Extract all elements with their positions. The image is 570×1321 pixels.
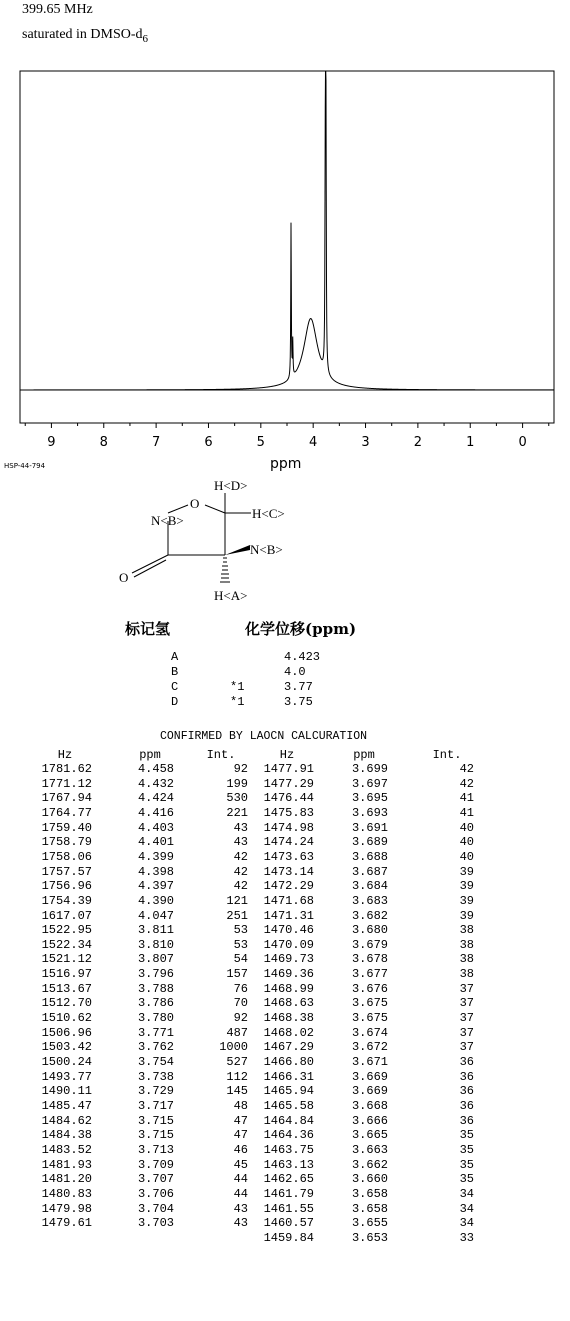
peak-table-cell: 3.811	[137, 923, 174, 938]
peak-table-cell: 4.390	[137, 893, 174, 908]
peak-table-cell: 1617.07	[41, 908, 92, 923]
peak-table-cell: 4.401	[137, 835, 174, 850]
assign-row-a-shift: 4.423	[284, 650, 321, 664]
x-tick-label: 9	[47, 435, 56, 450]
wedge-bond	[225, 545, 250, 555]
peak-table-cell: 1477.29	[263, 776, 314, 791]
peak-table-cell: 3.678	[351, 952, 388, 967]
peak-table-cell: 1465.94	[263, 1084, 314, 1099]
peak-table-cell: 1510.62	[41, 1011, 92, 1026]
peak-table-cell: 1771.12	[41, 776, 92, 791]
peak-table-cell: 1485.47	[41, 1098, 92, 1113]
peak-table-cell: 1522.95	[41, 923, 92, 938]
peak-table-cell: 53	[233, 937, 248, 952]
peak-table-cell: 3.786	[137, 996, 174, 1011]
peak-table-header: Hz	[57, 748, 73, 762]
carbonyl-bond-1	[132, 555, 168, 573]
peak-table-cell: 38	[459, 952, 474, 967]
peak-table-cell: 3.676	[351, 981, 388, 996]
peak-table-cell: 1470.46	[263, 923, 314, 938]
peak-table-cell: 1512.70	[41, 996, 92, 1011]
peak-table-cell: 3.689	[351, 835, 388, 850]
peak-table-cell: 3.788	[137, 981, 174, 996]
peak-table-cell: 3.655	[351, 1216, 388, 1231]
peak-table-cell: 3.680	[351, 923, 388, 938]
peak-table-cell: 1468.63	[263, 996, 314, 1011]
peak-table-cell: 34	[459, 1186, 474, 1201]
x-tick-label: 8	[99, 435, 108, 450]
peak-table-cell: 1461.79	[263, 1186, 314, 1201]
peak-table-cell: 1481.20	[41, 1172, 92, 1187]
peak-table-cell: 3.672	[351, 1040, 388, 1055]
peak-table-cell: 1757.57	[41, 864, 92, 879]
peak-table-cell: 43	[233, 820, 248, 835]
peak-table-cell: 53	[233, 923, 248, 938]
peak-table-cell: 1474.98	[263, 820, 314, 835]
peak-table-cell: 3.653	[351, 1230, 388, 1245]
peak-table-header: Int.	[206, 748, 236, 762]
peak-table-cell: 1477.91	[263, 762, 314, 776]
peak-table-cell: 4.403	[137, 820, 174, 835]
peak-table-cell: 1479.61	[41, 1216, 92, 1231]
peak-table-cell: 1473.63	[263, 849, 314, 864]
peak-table-cell: 527	[226, 1055, 248, 1069]
peak-table-cell: 3.762	[137, 1040, 174, 1055]
peak-table-cell: 1474.24	[263, 835, 314, 850]
peak-table-cell: 36	[459, 1084, 474, 1099]
peak-table-cell: 4.397	[137, 879, 174, 894]
peak-table-cell: 1466.80	[263, 1055, 314, 1069]
peak-table-cell: 1481.93	[41, 1157, 92, 1172]
assign-head-label: 标记氢	[125, 620, 171, 638]
peak-table-cell: 1000	[219, 1040, 248, 1055]
peak-table-cell: 3.675	[351, 1011, 388, 1026]
peak-table-cell: 3.688	[351, 849, 388, 864]
peak-table-cell: 1480.83	[41, 1186, 92, 1201]
peak-table-cell: 34	[459, 1216, 474, 1231]
peak-table-cell: 3.738	[137, 1069, 174, 1084]
assign-row-b-shift: 4.0	[284, 665, 306, 679]
peak-table-cell: 1470.09	[263, 937, 314, 952]
peak-table-cell: 35	[459, 1142, 474, 1157]
x-tick-label: 3	[361, 435, 370, 450]
peak-table-cell: 3.771	[137, 1025, 174, 1040]
peak-table-cell: 38	[459, 937, 474, 952]
peak-table-cell: 3.780	[137, 1011, 174, 1026]
x-tick-label: 1	[466, 435, 475, 450]
peak-table-cell: 3.807	[137, 952, 174, 967]
peak-table-cell: 47	[233, 1113, 248, 1128]
peak-table-cell: 42	[233, 879, 248, 894]
peak-table-cell: 1467.29	[263, 1040, 314, 1055]
peak-table-cell: 3.717	[137, 1098, 174, 1113]
assign-head-shift: 化学位移(ppm)	[245, 620, 357, 638]
spectrum-code: HSP-44-794	[4, 462, 46, 470]
peak-table-cell: 39	[459, 908, 474, 923]
peak-table-cell: 3.796	[137, 967, 174, 982]
peak-table-cell: 1764.77	[41, 805, 92, 820]
peak-table-cell: 42	[459, 776, 474, 791]
assign-row-b-label: B	[171, 665, 179, 679]
peak-table-cell: 1493.77	[41, 1069, 92, 1084]
peak-table-cell: 3.704	[137, 1201, 174, 1216]
peak-table-cell: 1756.96	[41, 879, 92, 894]
peak-table-cell: 1464.84	[263, 1113, 314, 1128]
assign-row-d-note: *1	[230, 695, 245, 709]
peak-table-cell: 33	[459, 1230, 474, 1245]
x-tick-label: 4	[309, 435, 318, 450]
carbonyl-bond-2	[134, 560, 166, 577]
peak-table-cell: 35	[459, 1157, 474, 1172]
peak-table-cell: 3.663	[351, 1142, 388, 1157]
peak-table-cell: 43	[233, 835, 248, 850]
peak-table-cell: 1461.55	[263, 1201, 314, 1216]
peak-table-header: ppm	[139, 748, 161, 762]
peak-table-cell: 1758.79	[41, 835, 92, 850]
assign-row-d-shift: 3.75	[284, 695, 313, 709]
peak-table-cell: 1516.97	[41, 967, 92, 982]
peak-table-cell: 3.699	[351, 762, 388, 776]
peak-table-cell: 1503.42	[41, 1040, 92, 1055]
x-tick-label: 7	[151, 435, 161, 450]
peak-table-cell: 44	[233, 1186, 248, 1201]
peak-table-cell: 1521.12	[41, 952, 92, 967]
peak-table-cell: 3.729	[137, 1084, 174, 1099]
peak-table-cell: 1506.96	[41, 1025, 92, 1040]
peak-table-cell: 38	[459, 923, 474, 938]
peak-table-cell: 3.713	[137, 1142, 174, 1157]
peak-table-cell: 42	[233, 849, 248, 864]
peak-table-cell: 3.677	[351, 967, 388, 982]
peak-table-cell: 157	[226, 967, 248, 982]
solvent-label: saturated in DMSO-$d_6$	[22, 27, 149, 45]
peak-table-cell: 1462.65	[263, 1172, 314, 1187]
peak-table-cell: 1471.68	[263, 893, 314, 908]
peak-table-cell: 34	[459, 1201, 474, 1216]
peak-table-cell: 38	[459, 967, 474, 982]
peak-table-cell: 47	[233, 1128, 248, 1143]
carbonyl-o-label: O	[119, 570, 129, 585]
peak-table-cell: 1468.99	[263, 981, 314, 996]
peak-table-cell: 3.669	[351, 1084, 388, 1099]
peak-table-cell: 3.697	[351, 776, 388, 791]
peak-table-cell: 1759.40	[41, 820, 92, 835]
peak-table-cell: 3.671	[351, 1055, 388, 1069]
peak-table-cell: 36	[459, 1069, 474, 1084]
peak-table-cell: 3.660	[351, 1172, 388, 1187]
peak-table-header: Hz	[279, 748, 295, 762]
peak-table-cell: 36	[459, 1055, 474, 1069]
peak-table-cell: 3.683	[351, 893, 388, 908]
peak-table-cell: 43	[233, 1201, 248, 1216]
peak-table-cell: 4.432	[137, 776, 174, 791]
confirmed-note: CONFIRMED BY LAOCN CALCURATION	[160, 730, 368, 743]
h-d-label: H<D>	[214, 478, 248, 493]
peak-table-cell: 1459.84	[263, 1230, 314, 1245]
peak-table-cell: 1754.39	[41, 893, 92, 908]
peak-table-cell: 3.684	[351, 879, 388, 894]
peak-table-cell: 40	[459, 820, 474, 835]
peak-table-cell: 221	[226, 805, 248, 820]
peak-table-cell: 44	[233, 1172, 248, 1187]
peak-table-cell: 1473.14	[263, 864, 314, 879]
peak-table-cell: 3.687	[351, 864, 388, 879]
peak-table-cell: 4.399	[137, 849, 174, 864]
peak-table-cell: 1463.75	[263, 1142, 314, 1157]
peak-table-cell: 36	[459, 1098, 474, 1113]
peak-table-cell: 3.691	[351, 820, 388, 835]
peak-table-cell: 1471.31	[263, 908, 314, 923]
peak-table-cell: 1460.57	[263, 1216, 314, 1231]
peak-table-cell: 1469.73	[263, 952, 314, 967]
ring-o-label: O	[190, 496, 200, 511]
peak-table-cell: 76	[233, 981, 248, 996]
assign-row-c-note: *1	[230, 680, 245, 694]
hash-bond	[220, 558, 230, 582]
peak-table-cell: 1472.29	[263, 879, 314, 894]
peak-table-cell: 35	[459, 1172, 474, 1187]
frequency-label: 399.65 MHz	[22, 2, 93, 17]
peak-table-cell: 4.416	[137, 805, 174, 820]
amine-n-label: N<B>	[250, 542, 283, 557]
peak-table-cell: 3.658	[351, 1186, 388, 1201]
peak-table-cell: 42	[459, 762, 474, 776]
peak-table-cell: 40	[459, 835, 474, 850]
peak-table-cell: 1513.67	[41, 981, 92, 996]
peak-table-cell: 530	[226, 791, 248, 806]
assign-row-c-shift: 3.77	[284, 680, 313, 694]
peak-table-cell: 4.047	[137, 908, 174, 923]
peak-table-header: ppm	[353, 748, 375, 762]
peak-table-cell: 1483.52	[41, 1142, 92, 1157]
peak-table-cell: 3.682	[351, 908, 388, 923]
peak-table-cell: 1468.02	[263, 1025, 314, 1040]
peak-table-cell: 3.675	[351, 996, 388, 1011]
peak-table-cell: 3.754	[137, 1055, 174, 1069]
peak-table-cell: 37	[459, 1040, 474, 1055]
assign-row-c-label: C	[171, 680, 179, 694]
h-c-label: H<C>	[252, 506, 285, 521]
peak-table-cell: 48	[233, 1098, 248, 1113]
peak-table-cell: 1466.31	[263, 1069, 314, 1084]
peak-table-cell: 41	[459, 805, 474, 820]
peak-table-cell: 41	[459, 791, 474, 806]
peak-table-cell: 1490.11	[41, 1084, 92, 1099]
peak-table-cell: 43	[233, 1216, 248, 1231]
peak-table-cell: 487	[226, 1025, 248, 1040]
peak-table-cell: 1476.44	[263, 791, 314, 806]
peak-table-cell: 3.709	[137, 1157, 174, 1172]
peak-table-cell: 1767.94	[41, 791, 92, 806]
peak-table-cell: 1484.38	[41, 1128, 92, 1143]
peak-table-cell: 37	[459, 1025, 474, 1040]
molecule-structure	[0, 0, 570, 610]
peak-table-cell: 4.458	[137, 762, 174, 776]
peak-table-cell: 1469.36	[263, 967, 314, 982]
peak-table-cell: 1465.58	[263, 1098, 314, 1113]
peak-table-cell: 1484.62	[41, 1113, 92, 1128]
peak-table-cell: 3.666	[351, 1113, 388, 1128]
peak-table-cell: 3.693	[351, 805, 388, 820]
peak-table-cell: 3.662	[351, 1157, 388, 1172]
peak-table-cell: 1500.24	[41, 1055, 92, 1069]
x-axis-label: ppm	[270, 456, 302, 472]
peak-table-cell: 121	[226, 893, 248, 908]
peak-table-cell: 1522.34	[41, 937, 92, 952]
peak-table-cell: 36	[459, 1113, 474, 1128]
peak-table-cell: 92	[233, 1011, 248, 1026]
peak-table-cell: 199	[226, 776, 248, 791]
assign-row-d-label: D	[171, 695, 179, 709]
peak-table-cell: 46	[233, 1142, 248, 1157]
bond-o-ch2	[205, 505, 225, 513]
peak-table-cell: 39	[459, 864, 474, 879]
peak-table-cell: 37	[459, 981, 474, 996]
peak-table-cell: 1475.83	[263, 805, 314, 820]
peak-table-cell: 1479.98	[41, 1201, 92, 1216]
peak-table-cell: 42	[233, 864, 248, 879]
ring-n-label: N<B>	[151, 513, 184, 528]
peak-table-cell: 1781.62	[41, 762, 92, 776]
peak-table-cell: 3.668	[351, 1098, 388, 1113]
peak-table-cell: 70	[233, 996, 248, 1011]
peak-table-cell: 39	[459, 879, 474, 894]
peak-table-cell: 37	[459, 1011, 474, 1026]
peak-table-cell: 145	[226, 1084, 248, 1099]
peak-table-cell: 3.658	[351, 1201, 388, 1216]
peak-table-cell: 3.715	[137, 1128, 174, 1143]
peak-table-cell: 3.706	[137, 1186, 174, 1201]
peak-table-cell: 1464.36	[263, 1128, 314, 1143]
peak-table-cell: 37	[459, 996, 474, 1011]
peak-table-cell: 3.695	[351, 791, 388, 806]
peak-table-cell: 3.707	[137, 1172, 174, 1187]
peak-table-cell: 3.679	[351, 937, 388, 952]
peak-table-cell: 92	[233, 762, 248, 776]
peak-table-cell: 3.715	[137, 1113, 174, 1128]
peak-table-header: Int.	[432, 748, 462, 762]
assign-row-a-label: A	[171, 650, 179, 664]
x-tick-label: 0	[518, 435, 527, 450]
peak-table-cell: 1468.38	[263, 1011, 314, 1026]
peak-table-cell: 3.669	[351, 1069, 388, 1084]
peak-table-cell: 40	[459, 849, 474, 864]
peak-table-cell: 1758.06	[41, 849, 92, 864]
peak-table-cell: 45	[233, 1157, 248, 1172]
x-tick-label: 6	[204, 435, 213, 450]
peak-table-cell: 3.665	[351, 1128, 388, 1143]
peak-table-cell: 35	[459, 1128, 474, 1143]
peak-table-cell: 4.424	[137, 791, 174, 806]
bond-n-o	[168, 505, 188, 513]
h-a-label: H<A>	[214, 588, 248, 603]
x-tick-label: 5	[256, 435, 265, 450]
peak-table-cell: 1463.13	[263, 1157, 314, 1172]
peak-table-cell: 54	[233, 952, 248, 967]
peak-table-cell: 112	[226, 1069, 248, 1084]
peak-table-cell: 3.703	[137, 1216, 174, 1231]
peak-table-cell: 3.674	[351, 1025, 388, 1040]
peak-table-cell: 4.398	[137, 864, 174, 879]
peak-table-cell: 39	[459, 893, 474, 908]
x-tick-label: 2	[413, 435, 423, 450]
peak-table-cell: 251	[226, 908, 248, 923]
peak-table-cell: 3.810	[137, 937, 174, 952]
